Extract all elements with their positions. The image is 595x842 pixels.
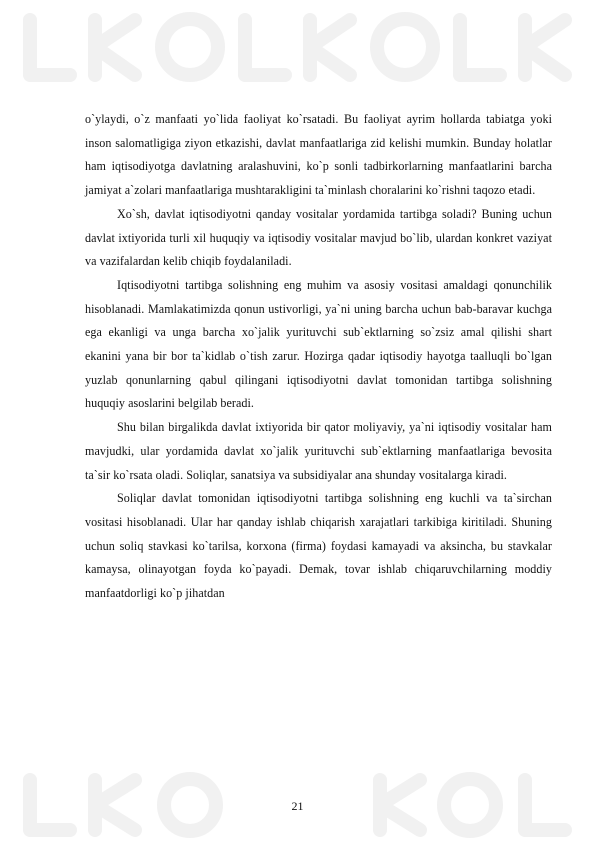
paragraph-3: Iqtisodiyotni tartibga solishning eng muhim va asosiy vositasi amaldagi qonunchilik hisoblanadi. Mamlakatimizda qonun ustivorligi, ya`ni uning barcha uchun bab-baravar kuchga ega ekanligi va unga barcha xo`jalik yurituvchi sub`ektlarning so`zsiz amal qilishi shart ekanini yana bir bor ta`kidlab o`tish zarur. Hozirga qadar iqtisodiy hayotga taalluqli bo`lgan yuzlab qonunlarning qabul qilingani iqtisodiyotni davlat tomonidan tartibga solishning huquqiy asoslarini belgilab beradi. [85, 277, 552, 411]
paragraph-1: o`ylaydi, o`z manfaati yo`lida faoliyat ko`rsatadi. Bu faoliyat ayrim hollarda tabiatga yoki inson salomatligiga ziyon etkazishi, davlat manfaatlariga zid kelishi mumkin. Bunday holatlar ham iqtisodiyotga davlatning aralashuvini, ko`p sonli tadbirkorlarning manfaatlarini barcha jamiyat a`zolari manfaatlariga mushtarakligini ta`minlash choralarini ko`rishni taqozo etadi. [85, 112, 552, 198]
page-number: 21 [291, 799, 304, 813]
watermark-logo-icon [30, 19, 565, 75]
paragraph-5: Soliqlar davlat tomonidan iqtisodiyotni tartibga solishning eng kuchli va ta`sirchan vositasi hisoblanadi. Ular har qanday ishlab chiqarish xarajatlari tarkibiga kiritiladi. Shuning uchun soliq stavkasi ko`tarilsa, korxona (firma) foydasi kamayadi va aksincha, bu stavkalar kamaysa, olinayotgan foyda ko`payadi. Demak, tovar ishlab chiqaruvchilarning moddiy manfaatdorligi ko`p jihatdan [85, 491, 552, 601]
paragraph-2: Xo`sh, davlat iqtisodiyotni qanday vositalar yordamida tartibga soladi? Buning uchun davlat ixtiyorida turli xil huquqiy va iqtisodiy vositalar mavjud bo`lib, ulardan konkret vaziyat va vazifalardan kelib chiqib foydalaniladi. [85, 206, 552, 269]
paragraph-4: Shu bilan birgalikda davlat ixtiyorida bir qator moliyaviy, ya`ni iqtisodiy vositalar ham mavjudki, ular yordamida davlat xo`jalik yurituvchi sub`ektlarning manfaatlariga bevosita ta`sir ko`rsata oladi. Soliqlar, sanatsiya va subsidiyalar ana shunday vositalarga kiradi. [85, 420, 552, 482]
document-body [85, 108, 552, 606]
